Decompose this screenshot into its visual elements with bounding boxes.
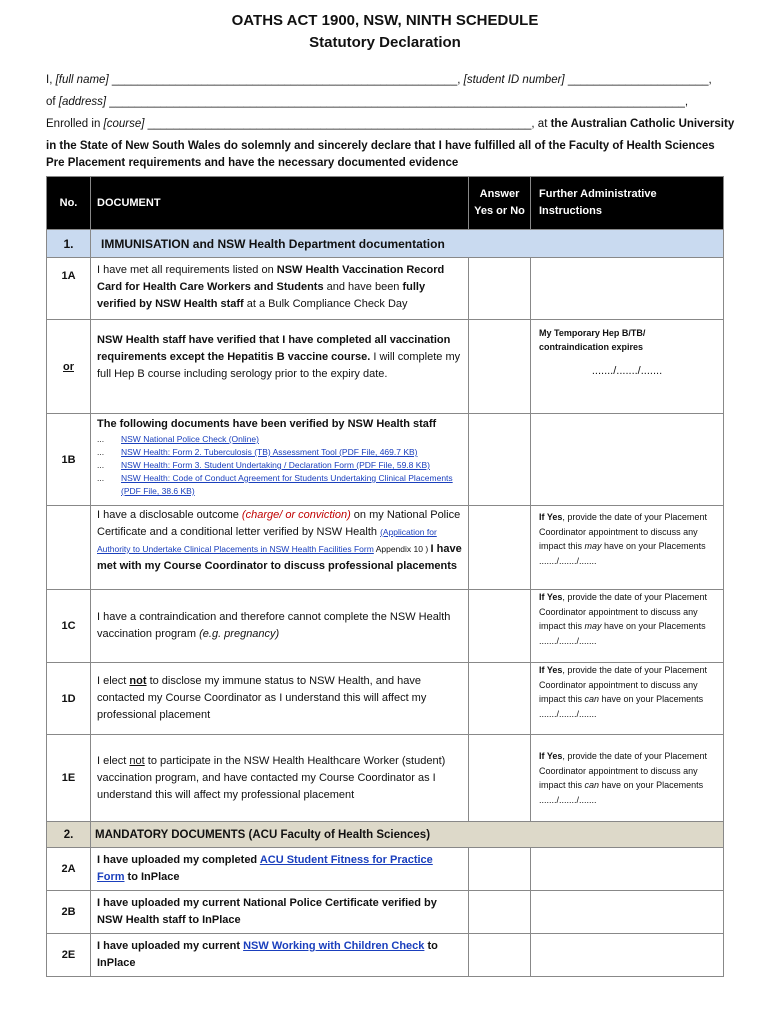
row-1b-document: [91, 414, 469, 506]
student-id-field[interactable]: ______________________,: [564, 74, 712, 86]
section-2-row: [47, 822, 724, 848]
row-or-document: NSW Health staff have verified that I have completed all vaccination requirements except the Hepatitis B vaccine course. I will complete my full Hep B course including serology prior to the expiry date.: [91, 320, 469, 414]
full-name-label: [full name]: [55, 74, 109, 86]
header-answer: Answer Yes or No: [469, 177, 531, 230]
full-name-line[interactable]: [46, 74, 712, 86]
hep-b-expiry-title: My Temporary Hep B/TB/ contraindication expires: [539, 328, 646, 352]
table-header: [47, 177, 724, 230]
row-1c-document: I have a contraindication and therefore cannot complete the NSW Health vaccination program (e.g. pregnancy): [91, 590, 469, 663]
row-1a-further[interactable]: [531, 258, 724, 320]
section-1-row: [47, 230, 724, 258]
course-line[interactable]: [46, 118, 734, 130]
row-1b-further[interactable]: [531, 414, 724, 506]
working-with-children-link[interactable]: NSW Working with Children Check: [243, 940, 425, 952]
table-row: [47, 934, 724, 977]
header-no: No.: [47, 177, 91, 230]
course-label: [course]: [103, 118, 145, 130]
row-1a-answer[interactable]: [469, 258, 531, 320]
row-1b-num: 1B: [47, 414, 91, 506]
address-prefix: of: [46, 96, 59, 108]
row-1e-further[interactable]: If Yes, provide the date of your Placement Coordinator appointment to discuss any impact this can have on your Placements ......./......./.......: [531, 735, 724, 822]
code-of-conduct-link[interactable]: NSW Health: Code of Conduct Agreement for Students Undertaking Clinical Placements (PDF File, 38.6 KB): [121, 473, 453, 496]
row-1e-num: 1E: [47, 735, 91, 822]
row-2a-further[interactable]: [531, 848, 724, 891]
row-1d-further[interactable]: If Yes, provide the date of your Placement Coordinator appointment to discuss any impact this can have on your Placements ......./......./.......: [531, 663, 724, 735]
table-row: [47, 506, 724, 590]
row-or-answer[interactable]: [469, 320, 531, 414]
row-1e-document: I elect not to participate in the NSW Health Healthcare Worker (student) vaccination program, and have contacted my Course Coordinator as I understand this will affect my professional placement: [91, 735, 469, 822]
table-row: [47, 848, 724, 891]
row-1c-further[interactable]: If Yes, provide the date of your Placement Coordinator appointment to discuss any impact this may have on your Placements ......./......./.......: [531, 590, 724, 663]
list-item[interactable]: ... NSW National Police Check (Online): [97, 434, 259, 444]
section-1-title: IMMUNISATION and NSW Health Department documentation: [91, 230, 724, 258]
row-2a-answer[interactable]: [469, 848, 531, 891]
row-2e-num: 2E: [47, 934, 91, 977]
row-or-further[interactable]: [531, 320, 724, 414]
table-row: [47, 891, 724, 934]
address-line[interactable]: [46, 96, 688, 108]
row-2e-document: I have uploaded my current NSW Working with Children Check to InPlace: [91, 934, 469, 977]
table-row: [47, 590, 724, 663]
table-row: [47, 320, 724, 414]
student-undertaking-link[interactable]: NSW Health: Form 3. Student Undertaking / Declaration Form (PDF File, 59.8 KB): [121, 460, 430, 470]
declaration-text: in the State of New South Wales do solemnly and sincerely declare that I have fulfilled all of the Faculty of Health Sciences Pre Placement requirements and have the necessary documented evidence: [46, 140, 715, 169]
university-name: the Australian Catholic University: [550, 118, 735, 130]
row-2b-answer[interactable]: [469, 891, 531, 934]
list-item[interactable]: ... NSW Health: Form 2. Tuberculosis (TB) Assessment Tool (PDF File, 469.7 KB): [97, 447, 418, 457]
table-row: [47, 258, 724, 320]
row-disc-further[interactable]: If Yes, provide the date of your Placement Coordinator appointment to discuss any impact this may have on your Placements ......./......./.......: [531, 506, 724, 590]
row-1b-heading: The following documents have been verified by NSW Health staff: [97, 418, 437, 430]
row-2e-answer[interactable]: [469, 934, 531, 977]
table-row: [47, 735, 724, 822]
row-1d-answer[interactable]: [469, 663, 531, 735]
list-item[interactable]: ... NSW Health: Code of Conduct Agreement for Students Undertaking Clinical Placements (PDF File, 38.6 KB): [97, 472, 462, 498]
table-row: [47, 663, 724, 735]
authority-form-link[interactable]: (Application for Authority to Undertake Clinical Placements in NSW Health Facilities Form: [97, 527, 437, 554]
full-name-prefix: I,: [46, 74, 56, 86]
row-1a-document: I have met all requirements listed on NSW Health Vaccination Record Card for Health Care Workers and Students and have been fully verified by NSW Health staff at a Bulk Compliance Check Day: [91, 258, 469, 320]
requirements-table: [46, 176, 724, 977]
row-2a-num: 2A: [47, 848, 91, 891]
list-item[interactable]: ... NSW Health: Form 3. Student Undertaking / Declaration Form (PDF File, 59.8 KB): [97, 460, 430, 470]
header-further: Further Administrative Instructions: [531, 177, 724, 230]
row-disc-num: [47, 506, 91, 590]
row-1c-num: 1C: [47, 590, 91, 663]
course-field[interactable]: ____________________________________________________________, at: [144, 118, 551, 130]
section-2-num: 2.: [47, 822, 91, 848]
row-2e-further[interactable]: [531, 934, 724, 977]
row-2b-further[interactable]: [531, 891, 724, 934]
student-id-label: [student ID number]: [463, 74, 565, 86]
section-1-num: 1.: [47, 230, 91, 258]
section-2-title: MANDATORY DOCUMENTS (ACU Faculty of Health Sciences): [91, 822, 724, 848]
document-title: OATHS ACT 1900, NSW, NINTH SCHEDULE: [231, 12, 539, 29]
table-row: [47, 414, 724, 506]
row-1a-num: 1A: [47, 258, 91, 320]
tb-assessment-link[interactable]: NSW Health: Form 2. Tuberculosis (TB) Assessment Tool (PDF File, 469.7 KB): [121, 447, 418, 457]
header-document: DOCUMENT: [91, 177, 469, 230]
row-2a-document: I have uploaded my completed ACU Student Fitness for Practice Form to InPlace: [91, 848, 469, 891]
row-1e-answer[interactable]: [469, 735, 531, 822]
row-1c-answer[interactable]: [469, 590, 531, 663]
row-1b-answer[interactable]: [469, 414, 531, 506]
row-disc-answer[interactable]: [469, 506, 531, 590]
row-1d-document: I elect not to disclose my immune status to NSW Health, and have contacted my Course Coordinator as I understand this will affect my professional placement: [91, 663, 469, 735]
row-1d-num: 1D: [47, 663, 91, 735]
police-check-link[interactable]: NSW National Police Check (Online): [121, 434, 259, 444]
row-2b-num: 2B: [47, 891, 91, 934]
full-name-field[interactable]: ______________________________________________________,: [108, 74, 464, 86]
row-disc-document: I have a disclosable outcome (charge/ or conviction) on my National Police Certificate and a conditional letter verified by NSW Health (Application for Authority to Undertake Clinical Placements in NSW Health Facilities Form Appendix 10 ) I have met with my Course Coordinator to discuss professional placements: [91, 506, 469, 590]
address-field[interactable]: __________________________________________________________________________________________,: [106, 96, 689, 108]
fitness-for-practice-link[interactable]: ACU Student Fitness for Practice Form: [97, 854, 433, 883]
address-label: [address]: [58, 96, 107, 108]
row-2b-document: I have uploaded my current National Police Certificate verified by NSW Health staff to InPlace: [91, 891, 469, 934]
course-prefix: Enrolled in: [46, 118, 104, 130]
document-subtitle: Statutory Declaration: [309, 34, 461, 51]
row-or-num: or: [47, 320, 91, 414]
hep-b-expiry-date[interactable]: ......./......./.......: [591, 365, 663, 377]
